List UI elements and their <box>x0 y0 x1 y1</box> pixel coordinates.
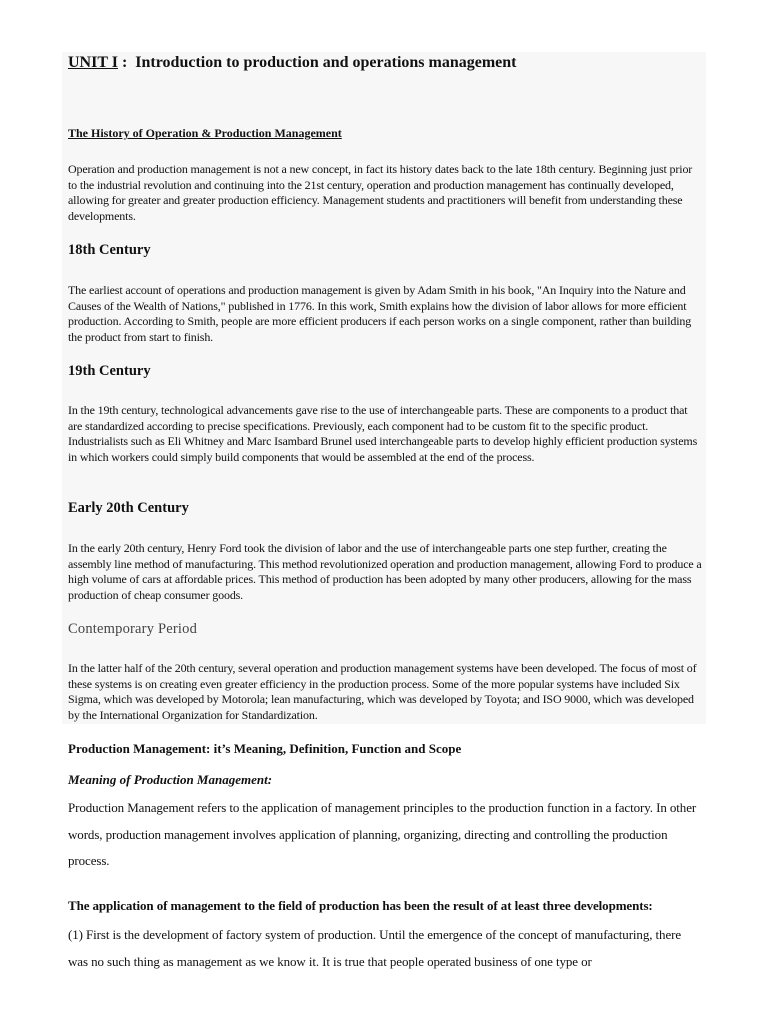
unit-title <box>68 54 517 72</box>
unit-title-text: Introduction to production and operations management <box>135 54 517 71</box>
meaning-paragraph: Production Management refers to the application of management principles to the production function in a factory. In other words, production management involves application of planning, organizing, directing and controlling the production process. <box>68 800 697 868</box>
unit-separator: : <box>117 54 136 71</box>
history-heading: The History of Operation & Production Management <box>68 126 342 140</box>
section-heading-19th-century: 19th Century <box>68 363 151 379</box>
section-heading-contemporary-period: Contemporary Period <box>68 621 198 637</box>
section-text-early-20th-century: In the early 20th century, Henry Ford took the division of labor and the use of interchangeable parts one step further, creating the assembly line method of manufacturing. This method revolutionized operation and production management, allowing Ford to produce a high volume of cars at affordable prices. This method of production has been adopted by many other producers, allowing for the mass production of cheap consumer goods. <box>68 541 702 602</box>
section-heading-18th-century: 18th Century <box>68 242 151 258</box>
unit-label: UNIT I <box>68 54 118 71</box>
meaning-heading: Meaning of Production Management: <box>68 772 273 787</box>
development-point-1: (1) First is the development of factory system of production. Until the emergence of the concept of manufacturing, there was no such thing as management as we know it. It is true that people operated business of one type or <box>68 927 682 969</box>
section-heading-early-20th-century: Early 20th Century <box>68 500 189 516</box>
section-text-18th-century: The earliest account of operations and production management is given by Adam Smith in his book, "An Inquiry into the Nature and Causes of the Wealth of Nations," published in 1776. In this work, Smith explains how the division of labor allows for more efficient production. According to Smith, people are more efficient producers if each person works on a single component, rather than building the product from start to finish. <box>68 283 692 344</box>
production-management-heading: Production Management: it’s Meaning, Definition, Function and Scope <box>68 741 462 756</box>
section-text-19th-century: In the 19th century, technological advancements gave rise to the use of interchangeable parts. These are components to a product that are standardized according to precise specifications. Previously, each component had to be custom fit to the specific product. Industrialists such as Eli Whitney and Marc Isambard Brunel used interchangeable parts to develop highly efficient production systems in which workers could simply build components that would be assembled at the end of the process. <box>68 403 698 464</box>
history-intro-paragraph: Operation and production management is not a new concept, in fact its history dates back to the late 18th century. Beginning just prior to the industrial revolution and continuing into the 21st century, operation and production management has continually developed, allowing for greater and greater production efficiency. Management students and practitioners will benefit from understanding these developments. <box>68 162 693 223</box>
section-text-contemporary-period: In the latter half of the 20th century, several operation and production management systems have been developed. The focus of most of these systems is on creating even greater efficiency in the production process. Some of the more popular systems have included Six Sigma, which was developed by Motorola; lean manufacturing, which was developed by Toyota; and ISO 9000, which was developed by the International Organization for Standardization. <box>68 661 697 722</box>
developments-heading: The application of management to the field of production has been the result of at least three developments: <box>68 898 653 913</box>
